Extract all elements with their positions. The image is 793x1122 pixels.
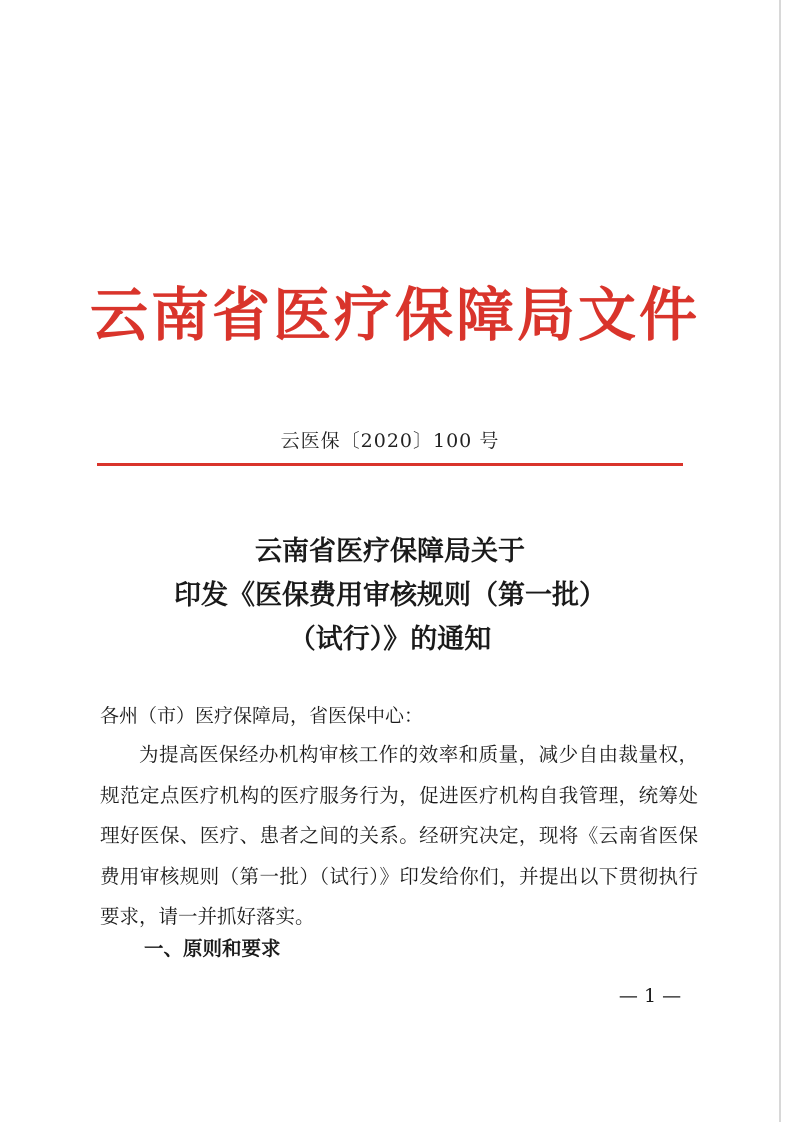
section-heading: 一、原则和要求 <box>144 937 281 960</box>
page-edge-line <box>779 0 781 1122</box>
page-number: — 1 — <box>618 985 682 1007</box>
header-divider <box>97 463 683 466</box>
notice-title <box>90 530 690 662</box>
notice-title-line-2: 印发《医保费用审核规则（第一批） <box>174 580 606 611</box>
body-paragraph-1: 为提高医保经办机构审核工作的效率和质量，减少自由裁量权，规范定点医疗机构的医疗服务行为，促进医疗机构自我管理，统筹处理好医保、医疗、患者之间的关系。经研究决定，现将《云南省医保费用审核规则（第一批）（试行）》印发给你们，并提出以下贯彻执行要求，请一并抓好落实。 <box>100 743 698 928</box>
document-number: 云医保〔2020〕100 号 <box>280 430 500 452</box>
salutation: 各州（市）医疗保障局，省医保中心： <box>100 705 424 727</box>
body-text <box>100 735 698 938</box>
document-header-title: 云南省医疗保障局文件 <box>90 281 701 349</box>
notice-title-line-3: （试行）》的通知 <box>288 624 492 655</box>
notice-title-line-1: 云南省医疗保障局关于 <box>255 536 525 567</box>
